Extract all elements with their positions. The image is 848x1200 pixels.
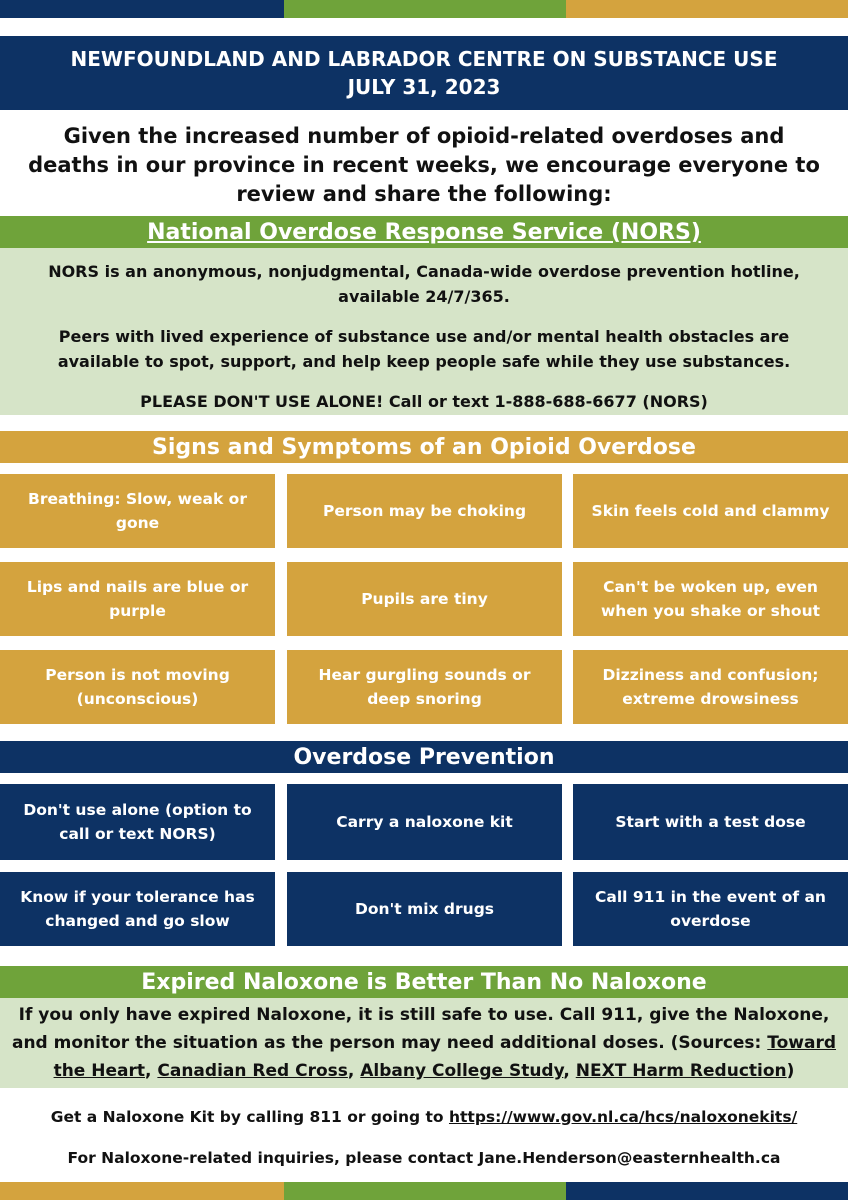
prevention-section-title — [0, 741, 848, 773]
nors-peers-text: Peers with lived experience of substance use and/or mental health obstacles are available to spot, support, and help keep people safe while they use substances. — [57, 327, 791, 371]
source-link-toward-the-heart[interactable]: Toward the Heart — [53, 1033, 837, 1081]
bottom-color-stripe — [0, 1182, 848, 1200]
source-link-albany-study[interactable]: Albany College Study — [360, 1061, 564, 1081]
nors-description: NORS is an anonymous, nonjudgmental, Canada-wide overdose prevention hotline, available 24/7/365. — [48, 262, 800, 306]
separator: , — [144, 1061, 158, 1081]
kit-text: Get a Naloxone Kit by calling 811 or going to — [50, 1108, 449, 1126]
naloxone-panel — [0, 998, 848, 1088]
prevention-card: Call 911 in the event of an overdose — [573, 872, 848, 946]
prevention-card: Carry a naloxone kit — [287, 784, 562, 860]
date: JULY 31, 2023 — [347, 75, 501, 99]
signs-section-title — [0, 431, 848, 463]
nors-section-title[interactable] — [0, 216, 848, 248]
sign-card: Skin feels cold and clammy — [573, 474, 848, 548]
naloxone-section-title — [0, 966, 848, 998]
prevention-card: Know if your tolerance has changed and go slow — [0, 872, 275, 946]
org-name: NEWFOUNDLAND AND LABRADOR CENTRE ON SUBSTANCE USE — [70, 47, 778, 71]
signs-title: Signs and Symptoms of an Opioid Overdose — [152, 434, 696, 460]
sign-card: Person is not moving (unconscious) — [0, 650, 275, 724]
prevention-card: Start with a test dose — [573, 784, 848, 860]
nors-title-link[interactable]: National Overdose Response Service (NORS) — [147, 219, 701, 245]
header-banner — [0, 36, 848, 110]
prevention-card: Don't use alone (option to call or text NORS) — [0, 784, 275, 860]
nors-panel — [0, 248, 848, 415]
source-link-red-cross[interactable]: Canadian Red Cross — [157, 1061, 348, 1081]
sign-card: Lips and nails are blue or purple — [0, 562, 275, 636]
prevention-title: Overdose Prevention — [293, 744, 555, 770]
sign-card: Hear gurgling sounds or deep snoring — [287, 650, 562, 724]
closing-paren: ) — [786, 1061, 795, 1081]
naloxone-kit-line — [0, 1108, 848, 1126]
intro-text: Given the increased number of opioid-related overdoses and deaths in our province in recent weeks, we encourage everyone to review and share the following: — [28, 124, 820, 206]
prevention-card: Don't mix drugs — [287, 872, 562, 946]
sign-card: Dizziness and confusion; extreme drowsiness — [573, 650, 848, 724]
naloxone-text: If you only have expired Naloxone, it is still safe to use. Call 911, give the Naloxone, and monitor the situation as the person may need additional doses. (Sources: — [11, 1005, 830, 1053]
separator: , — [563, 1061, 576, 1081]
naloxone-title: Expired Naloxone is Better Than No Naloxone — [141, 969, 707, 995]
contact-line: For Naloxone-related inquiries, please contact Jane.Henderson@easternhealth.ca — [67, 1149, 781, 1167]
sign-card: Person may be choking — [287, 474, 562, 548]
top-color-stripe — [0, 0, 848, 18]
sign-card: Breathing: Slow, weak or gone — [0, 474, 275, 548]
nors-call-to-action: PLEASE DON'T USE ALONE! Call or text 1-888-688-6677 (NORS) — [140, 392, 708, 411]
naloxone-kit-link[interactable]: https://www.gov.nl.ca/hcs/naloxonekits/ — [448, 1108, 798, 1126]
sign-card: Can't be woken up, even when you shake or shout — [573, 562, 848, 636]
sign-card: Pupils are tiny — [287, 562, 562, 636]
source-link-next-harm-reduction[interactable]: NEXT Harm Reduction — [575, 1061, 787, 1081]
separator: , — [347, 1061, 361, 1081]
